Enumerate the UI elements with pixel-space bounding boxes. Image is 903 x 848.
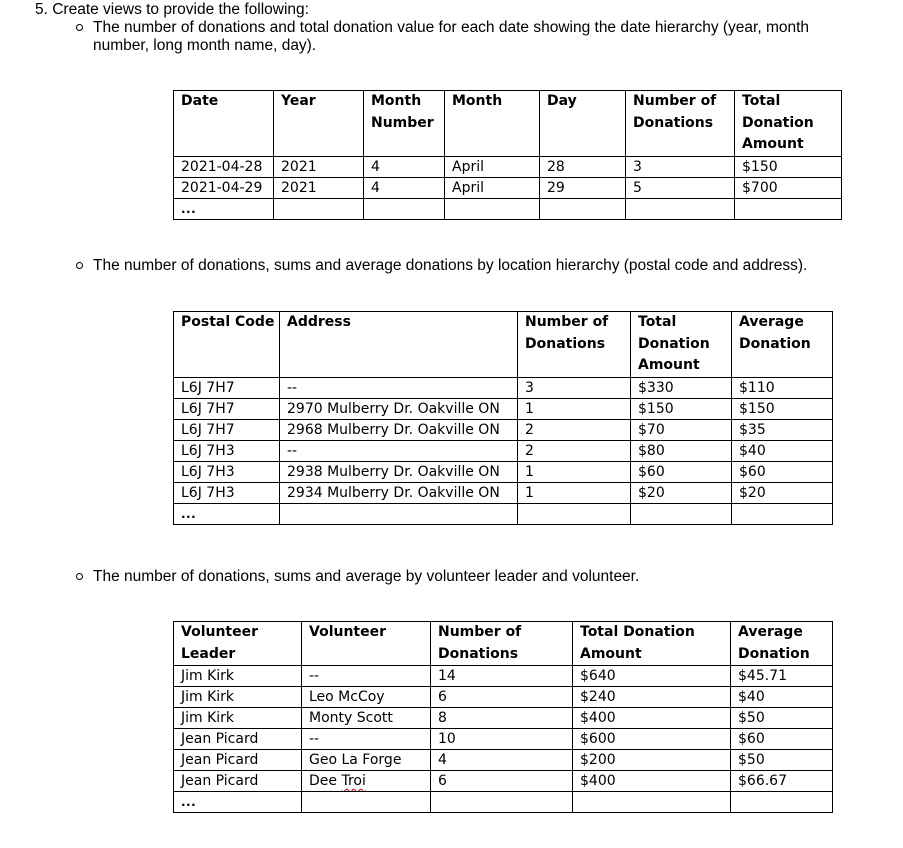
column-header-label: Donation: [738, 645, 810, 662]
column-header-label: Average: [739, 314, 804, 330]
table-cell: 29: [540, 177, 626, 198]
table-cell: $640: [573, 666, 731, 687]
table-cell: $60: [731, 729, 833, 750]
table-cell: April: [445, 177, 540, 198]
table-cell: $150: [732, 398, 833, 419]
table-cell: $80: [631, 440, 732, 461]
table-cell: $20: [732, 482, 833, 503]
column-header: [626, 91, 735, 157]
table-cell: 4: [431, 750, 573, 771]
column-header-label: Amount: [742, 136, 804, 152]
table-row: [174, 729, 833, 750]
column-header-label: Donation: [742, 114, 814, 131]
column-header: [174, 91, 274, 157]
column-header-label: Date: [181, 93, 219, 109]
table-cell: $50: [731, 750, 833, 771]
bullet-date-views-line1: The number of donations and total donation value for each date showing the date hierarchy (year, month: [93, 19, 810, 36]
bullet-volunteer-views: The number of donations, sums and average by volunteer leader and volunteer.: [93, 568, 640, 585]
table-cell: 2968 Mulberry Dr. Oakville ON: [280, 419, 518, 440]
column-header-label: Donation: [638, 335, 710, 352]
table-row: [174, 377, 833, 398]
column-header: [732, 312, 833, 378]
column-header: [573, 622, 731, 666]
column-header: [274, 91, 364, 157]
empty-cell: [631, 503, 732, 524]
column-header-label: Day: [547, 93, 577, 109]
table-cell: 2021: [274, 156, 364, 177]
column-header-label: Address: [287, 314, 351, 330]
table-cell: 2021: [274, 177, 364, 198]
column-header-label: Donations: [633, 114, 714, 131]
column-header: [431, 622, 573, 666]
column-header-label: Number: [371, 114, 434, 131]
table-cell: L6J 7H7: [174, 398, 280, 419]
table-cell: $60: [631, 461, 732, 482]
table-cell: $40: [731, 687, 833, 708]
table-cell: --: [280, 377, 518, 398]
table-cell: L6J 7H3: [174, 482, 280, 503]
location-hierarchy-table: [173, 311, 833, 525]
table-cell: 2021-04-29: [174, 177, 274, 198]
column-header-label: Average: [738, 624, 803, 640]
table-cell: L6J 7H7: [174, 377, 280, 398]
table-cell: Jean Picard: [174, 771, 302, 792]
table-row: [174, 398, 833, 419]
table-cell: Leo McCoy: [302, 687, 431, 708]
table-cell: $600: [573, 729, 731, 750]
table-cell: April: [445, 156, 540, 177]
table-cell: 1: [518, 461, 631, 482]
column-header-label: Postal Code: [181, 314, 275, 330]
column-header-label: Total: [638, 314, 677, 330]
table-cell: 5: [626, 177, 735, 198]
table-cell: L6J 7H7: [174, 419, 280, 440]
empty-cell: [274, 198, 364, 219]
table-cell: $50: [731, 708, 833, 729]
table-row: [174, 482, 833, 503]
table-row: [174, 156, 842, 177]
bullet-marker-icon: [76, 24, 83, 31]
volunteer-table: [173, 621, 833, 813]
empty-cell: [735, 198, 842, 219]
table-cell: Jim Kirk: [174, 687, 302, 708]
table-cell: $240: [573, 687, 731, 708]
table-cell: $40: [732, 440, 833, 461]
column-header-label: Amount: [580, 645, 642, 662]
ellipsis-row: [174, 198, 842, 219]
table-row: [174, 461, 833, 482]
empty-cell: [431, 792, 573, 813]
table-row: [174, 750, 833, 771]
table-cell: $150: [735, 156, 842, 177]
column-header: [540, 91, 626, 157]
empty-cell: [540, 198, 626, 219]
empty-cell: [445, 198, 540, 219]
empty-cell: [573, 792, 731, 813]
table-cell: 4: [364, 156, 445, 177]
column-header-label: Donation: [739, 335, 811, 352]
column-header: [735, 91, 842, 157]
table-cell: 1: [518, 482, 631, 503]
column-header: [174, 622, 302, 666]
column-header-label: Month: [371, 93, 422, 109]
table-cell: 6: [431, 771, 573, 792]
empty-cell: [364, 198, 445, 219]
column-header-label: Leader: [181, 645, 236, 662]
table-cell: 28: [540, 156, 626, 177]
table-cell: $200: [573, 750, 731, 771]
table-cell: 6: [431, 687, 573, 708]
table-header-row: [174, 91, 842, 157]
date-hierarchy-table: [173, 90, 842, 220]
empty-cell: [518, 503, 631, 524]
column-header: [174, 312, 280, 378]
column-header-label: Total Donation: [580, 624, 695, 640]
empty-cell: [280, 503, 518, 524]
table-cell: 2: [518, 419, 631, 440]
spellcheck-underline: Troi: [341, 773, 366, 789]
table-cell: $330: [631, 377, 732, 398]
column-header-label: Donations: [525, 335, 606, 352]
table-cell: --: [280, 440, 518, 461]
table-cell: Jim Kirk: [174, 666, 302, 687]
table-cell: $66.67: [731, 771, 833, 792]
table-cell: L6J 7H3: [174, 461, 280, 482]
table-cell: 3: [626, 156, 735, 177]
table-row: [174, 687, 833, 708]
column-header-label: Number of: [525, 314, 609, 330]
bullet-marker-icon: [76, 262, 83, 269]
table-row: [174, 419, 833, 440]
table-cell: $60: [732, 461, 833, 482]
table-cell: L6J 7H3: [174, 440, 280, 461]
table-cell: Jean Picard: [174, 750, 302, 771]
table-cell: $400: [573, 771, 731, 792]
table-row: [174, 440, 833, 461]
table-cell: Jim Kirk: [174, 708, 302, 729]
ellipsis-cell: ...: [174, 503, 280, 524]
table-cell: 14: [431, 666, 573, 687]
column-header-label: Number of: [633, 93, 717, 109]
table-cell: --: [302, 666, 431, 687]
table-cell: $400: [573, 708, 731, 729]
column-header-label: Donations: [438, 645, 519, 662]
column-header-label: Volunteer: [309, 624, 387, 640]
task-heading: 5. Create views to provide the following:: [35, 1, 309, 18]
column-header: [364, 91, 445, 157]
column-header: [280, 312, 518, 378]
table-cell: Monty Scott: [302, 708, 431, 729]
table-cell: 2938 Mulberry Dr. Oakville ON: [280, 461, 518, 482]
table-cell: 8: [431, 708, 573, 729]
table-row: [174, 708, 833, 729]
column-header-label: Number of: [438, 624, 522, 640]
table-cell: 2970 Mulberry Dr. Oakville ON: [280, 398, 518, 419]
table-cell: 1: [518, 398, 631, 419]
column-header: [731, 622, 833, 666]
column-header: [445, 91, 540, 157]
table-cell: Geo La Forge: [302, 750, 431, 771]
table-cell: 4: [364, 177, 445, 198]
column-header: [631, 312, 732, 378]
table-cell: Jean Picard: [174, 729, 302, 750]
table-header-row: [174, 622, 833, 666]
column-header-label: Year: [281, 93, 316, 109]
column-header-label: Month: [452, 93, 503, 109]
column-header: [302, 622, 431, 666]
table-cell: 2934 Mulberry Dr. Oakville ON: [280, 482, 518, 503]
table-cell: 2: [518, 440, 631, 461]
ellipsis-row: [174, 792, 833, 813]
empty-cell: [731, 792, 833, 813]
bullet-date-views-line2: number, long month name, day).: [93, 37, 317, 54]
table-cell: $45.71: [731, 666, 833, 687]
table-row: [174, 666, 833, 687]
ellipsis-cell: ...: [174, 792, 302, 813]
empty-cell: [626, 198, 735, 219]
table-cell: 2021-04-28: [174, 156, 274, 177]
table-cell: 10: [431, 729, 573, 750]
column-header-label: Amount: [638, 357, 700, 373]
table-cell: $700: [735, 177, 842, 198]
column-header-label: Total: [742, 93, 781, 109]
table-header-row: [174, 312, 833, 378]
table-cell: Dee Troi: [302, 771, 431, 792]
column-header-label: Volunteer: [181, 624, 259, 640]
empty-cell: [732, 503, 833, 524]
bullet-location-views: The number of donations, sums and average donations by location hierarchy (postal code and address).: [93, 257, 808, 274]
table-cell: $150: [631, 398, 732, 419]
column-header: [518, 312, 631, 378]
table-cell: $20: [631, 482, 732, 503]
ellipsis-cell: ...: [174, 198, 274, 219]
table-cell: $35: [732, 419, 833, 440]
table-row: [174, 177, 842, 198]
table-row: [174, 771, 833, 792]
ellipsis-row: [174, 503, 833, 524]
table-cell: $70: [631, 419, 732, 440]
bullet-marker-icon: [76, 573, 83, 580]
table-cell: 3: [518, 377, 631, 398]
table-cell: --: [302, 729, 431, 750]
empty-cell: [302, 792, 431, 813]
table-cell: $110: [732, 377, 833, 398]
